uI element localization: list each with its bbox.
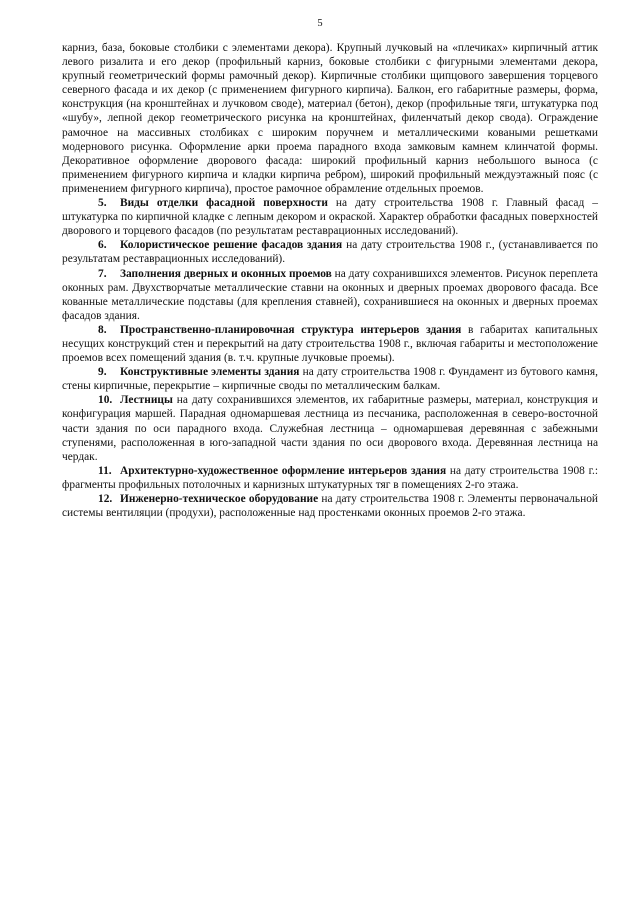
list-item-7 xyxy=(62,267,598,323)
list-item-5 xyxy=(62,196,598,238)
item-title: Пространственно-планировочная структура интерьеров здания xyxy=(120,323,462,336)
list-item-12 xyxy=(62,492,598,520)
item-title: Инженерно-техническое оборудование xyxy=(120,493,319,505)
item-text: на дату строительства 1908 г.: фрагменты профильных потолочных и карнизных штукатурных тяг в помещениях 2-го этажа. xyxy=(62,464,598,491)
item-text: на дату строительства 1908 г. Фундамент из бутового камня, стены кирпичные, перекрытие – кирпичные своды по металлическим балкам. xyxy=(62,366,598,393)
list-item-6 xyxy=(62,238,598,266)
item-text: в габаритах капитальных несущих конструкций стен и перекрытий на дату строительства 1908 г., включая габариты и местоположение проемов всех помещений здания (в. т.ч. крупные лучковые проемы). xyxy=(62,323,598,365)
page-number: 5 xyxy=(317,18,323,29)
item-text: на дату строительства 1908 г., (устанавливается по результатам реставрационных исследований). xyxy=(62,239,599,266)
item-title: Лестницы xyxy=(120,394,173,407)
item-title: Виды отделки фасадной поверхности xyxy=(120,197,328,210)
item-number: 11. xyxy=(98,464,112,477)
item-text: на дату строительства 1908 г. Главный фасад – штукатурка по кирпичной кладке с лепным декором и окраской. Характер обработки фасадных поверхностей дворового и торцевого фасадов (по результатам реставрационных исследований). xyxy=(62,197,598,238)
item-text: на дату сохранившихся элементов. Рисунок переплета оконных рам. Двухстворчатые металлические ставни на оконных и дверных проемах дворового фасада. Все кованные металлические подставы (для крепления ставней), сохранившиеся на оконных и дверных проемах фасадов здания. xyxy=(62,267,598,322)
item-text: на дату сохранившихся элементов, их габаритные размеры, материал, конструкция и конфигурация маршей. Парадная одномаршевая лестница из песчаника, расположенная в северо-восточной части здания по оси парадного входа. Служебная лестница – одномаршевая деревянная с забежными ступенями, расположенная в юго-западной части здания по оси дворового входа. Деревянная лестница на чердак. xyxy=(62,394,598,463)
list-item-8 xyxy=(62,323,598,365)
item-title: Архитектурно-художественное оформление интерьеров здания xyxy=(120,464,447,477)
item-number: 9. xyxy=(98,366,107,379)
item-number: 6. xyxy=(98,239,107,252)
item-number: 8. xyxy=(98,323,107,336)
list-item-11 xyxy=(62,464,598,492)
list-item-9 xyxy=(62,365,598,393)
intro-paragraph: карниз, база, боковые столбики с элементами декора). Крупный лучковый на «плечиках» кирпичный аттик левого ризалита и его декор (профильный карниз, боковые столбики с фигурными элементами декора, крупный геометрический формы рамочный декор). Кирпичные столбики щипцового завершения торцевого северного фасада и их декор (с применением фигурного кирпича). Балкон, его габаритные размеры, форма, конструкция (на кронштейнах и лучковом своде), материал (бетон), декор (профильные тяги, штукатурка под «шубу», лепной декор геометрического рисунка на кронштейнах, филенчатый декор свода). Ограждение рамочное на массивных столбиках с широким поручнем и металлическими коваными решетками модернового рисунка. Оформление арки проема парадного входа замковым камнем клинчатой формы. Декоративное оформление дворового фасада: широкий профильный карниз небольшого выноса (с применением фигурного кирпича и кладки кирпича ребром), широкий профильный междуэтажный пояс (с применением фигурного кирпича), простое рамочное обрамление отдельных проемов. xyxy=(62,42,598,195)
item-title: Конструктивные элементы здания xyxy=(120,366,300,379)
item-number: 5. xyxy=(98,197,107,210)
item-number: 12. xyxy=(98,493,113,505)
item-number: 10. xyxy=(98,394,113,407)
item-text: на дату строительства 1908 г. Элементы первоначальной системы вентиляции (продухи), расположенные над простенками оконных проемов 2-го этажа. xyxy=(62,493,599,520)
item-number: 7. xyxy=(98,267,107,280)
list-item-10 xyxy=(62,393,598,463)
item-title: Колористическое решение фасадов здания xyxy=(120,239,343,252)
item-title: Заполнения дверных и оконных проемов xyxy=(120,267,332,280)
document-body xyxy=(62,41,598,520)
